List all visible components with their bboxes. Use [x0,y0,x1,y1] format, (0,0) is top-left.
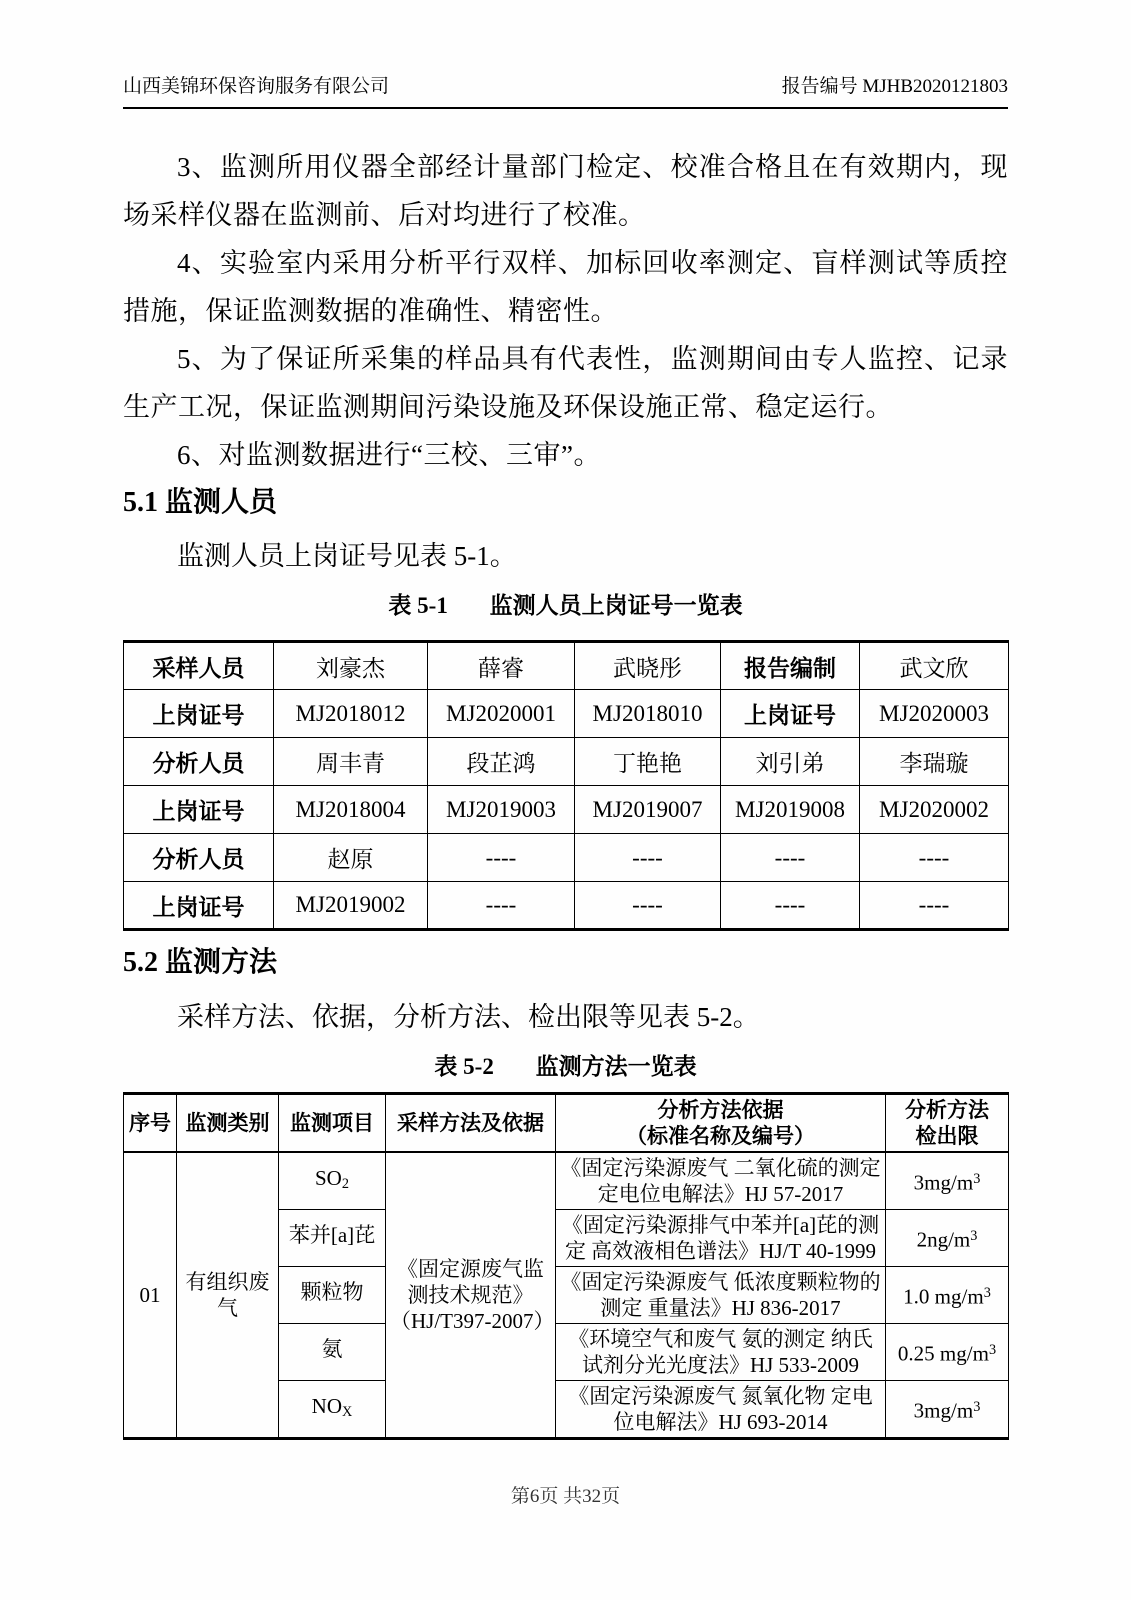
table-5-2-caption [123,1049,1008,1085]
column-header-analysis-line2: （标准名称及编号） [626,1124,815,1148]
column-header-limit-line1: 分析方法 [905,1098,989,1122]
table-cell: 刘豪杰 [274,642,428,690]
paragraph-3: 3、监测所用仪器全部经计量部门检定、校准合格且在有效期内，现场采样仪器在监测前、后对均进行了校准。 [123,152,1008,230]
table-cell: 段芷鸿 [428,738,575,786]
column-header-item: 监测项目 [279,1094,386,1153]
table-5-2-methods [123,1092,1009,1440]
table-cell: 上岗证号 [124,690,274,738]
table-cell: 李瑞璇 [860,738,1009,786]
table-header-row [124,1094,1009,1153]
superscript: 3 [988,1342,997,1359]
table-cell: ---- [428,834,575,882]
table-5-1-caption-title: 监测人员上岗证号一览表 [489,593,743,618]
table-row [124,1152,1009,1210]
cell-analysis-method: 《固定污染源废气 低浓度颗粒物的测定 重量法》HJ 836-2017 [556,1267,886,1324]
table-cell: ---- [860,882,1009,930]
cell-analysis-method: 《固定污染源废气 氮氧化物 定电位电解法》HJ 693-2014 [556,1381,886,1439]
cell-analysis-method: 《固定污染源排气中苯并[a]芘的测定 高效液相色谱法》HJ/T 40-1999 [556,1210,886,1267]
column-header-limit-line2: 检出限 [915,1124,979,1148]
table-cell: 分析人员 [124,738,274,786]
cell-detection-limit: $3mg/m^3$ [886,1381,1009,1439]
table-cell: 周丰青 [274,738,428,786]
subscript: 2 [341,1176,349,1193]
column-header-analysis-line1: 分析方法依据 [657,1098,784,1122]
page-footer [0,1481,1131,1508]
table-cell: 采样人员 [124,642,274,690]
table-row [124,738,1009,786]
section-title-5-2: 5.2 监测方法 [123,947,278,978]
table-cell: 分析人员 [124,834,274,882]
cell-item-benzo-a-pyrene: 苯并[a]芘 [279,1210,386,1267]
paragraph-5: 5、为了保证所采集的样品具有代表性，监测期间由专人监控、记录生产工况，保证监测期间污染设施及环保设施正常、稳定运行。 [123,344,1008,422]
table-cell: 武晓彤 [575,642,721,690]
table-cell: 薛睿 [428,642,575,690]
table-cell: MJ2020003 [860,690,1009,738]
section-5-2-intro: 采样方法、依据，分析方法、检出限等见表 5-2。 [177,1002,760,1032]
page-header [123,76,1008,109]
column-header-limit [886,1094,1009,1153]
table-cell: 丁艳艳 [575,738,721,786]
table-row [124,690,1009,738]
cell-item-particulate: 颗粒物 [279,1267,386,1324]
superscript: 3 [973,1171,981,1188]
page-number: 第6页 共32页 [510,1486,621,1507]
table-cell: MJ2019003 [428,786,575,834]
table-cell: ---- [721,834,860,882]
table-cell: 上岗证号 [124,882,274,930]
cell-analysis-method: 《环境空气和废气 氨的测定 纳氏试剂分光光度法》HJ 533-2009 [556,1324,886,1381]
column-header-analysis [556,1094,886,1153]
superscript: 3 [983,1285,991,1302]
table-cell: MJ2019007 [575,786,721,834]
column-header-sampling: 采样方法及依据 [386,1094,556,1153]
table-row [124,786,1009,834]
superscript: 3 [970,1228,978,1245]
body-text [123,143,1008,1440]
table-5-1-caption [123,588,1008,624]
table-cell: ---- [575,882,721,930]
table-5-1-caption-label: 表 5-1 [388,593,448,618]
paragraph-4: 4、实验室内采用分析平行双样、加标回收率测定、盲样测试等质控措施，保证监测数据的准确性、精密性。 [123,248,1008,326]
table-cell: ---- [575,834,721,882]
table-cell: ---- [721,882,860,930]
cell-detection-limit: 0.25 $mg/m^3$ [886,1324,1009,1381]
header-report-number: 报告编号 MJHB2020121803 [781,76,1008,97]
table-cell: MJ2019008 [721,786,860,834]
table-cell: 刘引弟 [721,738,860,786]
table-5-1-personnel [123,640,1009,931]
table-cell: 上岗证号 [124,786,274,834]
table-cell: MJ2018010 [575,690,721,738]
table-row [124,882,1009,930]
cell-sequence-number: 01 [124,1152,177,1439]
table-cell: MJ2020001 [428,690,575,738]
cell-analysis-method: 《固定污染源废气 二氧化硫的测定 定电位电解法》HJ 57-2017 [556,1152,886,1210]
table-cell: 上岗证号 [721,690,860,738]
table-cell: MJ2019002 [274,882,428,930]
paragraph-6: 6、对监测数据进行“三校、三审”。 [177,440,601,470]
table-5-2-caption-title: 监测方法一览表 [535,1054,697,1079]
superscript: 3 [973,1399,981,1416]
cell-detection-limit: $2ng/m^3$ [886,1210,1009,1267]
cell-detection-limit: $3mg/m^3$ [886,1152,1009,1210]
table-row [124,834,1009,882]
cell-item-nox: $NO_X$ [279,1381,386,1439]
table-row [124,642,1009,690]
cell-detection-limit: 1.0 $mg/m^3$ [886,1267,1009,1324]
cell-sampling-method: 《固定源废气监测技术规范》（HJ/T397-2007） [386,1152,556,1439]
header-company-name: 山西美锦环保咨询服务有限公司 [123,76,390,97]
column-header-category: 监测类别 [177,1094,279,1153]
table-cell: 赵原 [274,834,428,882]
column-header-seq: 序号 [124,1094,177,1153]
section-title-5-1: 5.1 监测人员 [123,487,278,518]
table-cell: MJ2018012 [274,690,428,738]
cell-item-ammonia: 氨 [279,1324,386,1381]
table-cell: ---- [428,882,575,930]
table-cell: 武文欣 [860,642,1009,690]
subscript: X [342,1404,353,1421]
table-cell: 报告编制 [721,642,860,690]
section-5-1-intro: 监测人员上岗证号见表 5-1。 [177,541,517,571]
table-5-2-caption-label: 表 5-2 [434,1054,494,1079]
table-cell: ---- [860,834,1009,882]
cell-monitoring-category: 有组织废气 [177,1152,279,1439]
cell-item-so2: $SO_2$ [279,1152,386,1210]
table-cell: MJ2018004 [274,786,428,834]
table-cell: MJ2020002 [860,786,1009,834]
